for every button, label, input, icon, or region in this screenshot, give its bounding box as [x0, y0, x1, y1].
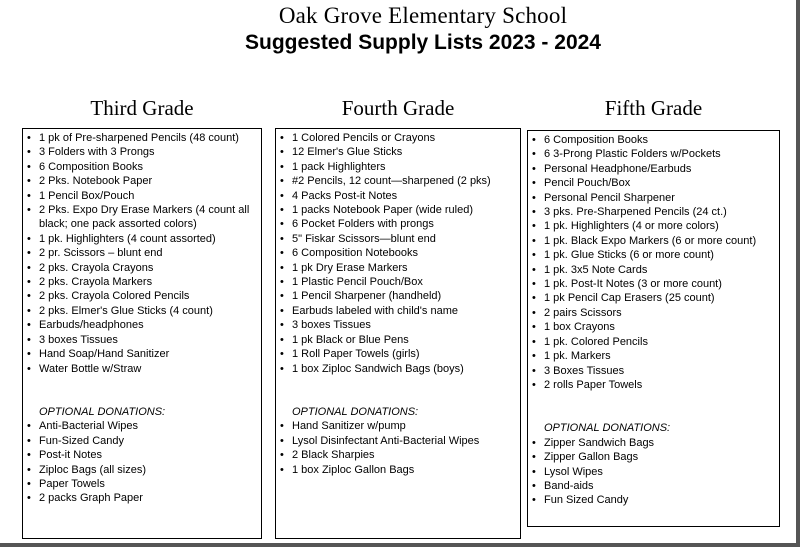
- list-item: • 2 pks. Crayola Colored Pencils: [23, 289, 261, 303]
- list-item: • Ziploc Bags (all sizes): [23, 463, 261, 477]
- fourth-grade-optional-label: OPTIONAL DONATIONS:: [292, 405, 419, 418]
- list-item: • Earbuds/headphones: [23, 318, 261, 332]
- list-item: • Lysol Disinfectant Anti-Bacterial Wipes: [276, 434, 520, 448]
- list-item: • 2 Pks. Notebook Paper: [23, 174, 261, 188]
- list-item: • 1 pk of Pre-sharpened Pencils (48 count): [23, 131, 261, 145]
- fifth-grade-title: Fifth Grade: [604, 96, 703, 120]
- third-grade-list-box: [22, 128, 262, 539]
- list-item: • 2 pks. Crayola Markers: [23, 275, 261, 289]
- list-item: • 2 Pks. Expo Dry Erase Markers (4 count all black; one pack assorted colors): [23, 203, 261, 232]
- list-item: • Lysol Wipes: [528, 465, 779, 479]
- list-item: • 1 box Crayons: [528, 320, 779, 334]
- list-item: • 1 packs Notebook Paper (wide ruled): [276, 203, 520, 217]
- list-item: • Fun-Sized Candy: [23, 434, 261, 448]
- list-item: • Fun Sized Candy: [528, 493, 779, 507]
- list-item: • 1 pk. Markers: [528, 349, 779, 363]
- list-item: • Personal Headphone/Earbuds: [528, 162, 779, 176]
- list-item: • 3 boxes Tissues: [276, 318, 520, 332]
- fourth-grade-title: Fourth Grade: [341, 96, 455, 120]
- list-item: • 1 box Ziploc Gallon Bags: [276, 463, 520, 477]
- list-item: • Pencil Pouch/Box: [528, 176, 779, 190]
- list-item: • Hand Sanitizer w/pump: [276, 419, 520, 433]
- list-item: • 1 pk. 3x5 Note Cards: [528, 263, 779, 277]
- list-item: • Paper Towels: [23, 477, 261, 491]
- list-item: • 1 pk. Colored Pencils: [528, 335, 779, 349]
- list-item: • 2 packs Graph Paper: [23, 491, 261, 505]
- list-item: • #2 Pencils, 12 count—sharpened (2 pks): [276, 174, 520, 188]
- list-item: • 1 pk Dry Erase Markers: [276, 261, 520, 275]
- list-item: • 6 Composition Notebooks: [276, 246, 520, 260]
- fifth-grade-optional-items: [528, 436, 779, 508]
- list-item: • 2 pr. Scissors – blunt end: [23, 246, 261, 260]
- list-item: • 12 Elmer's Glue Sticks: [276, 145, 520, 159]
- list-item: • 1 pk Black or Blue Pens: [276, 333, 520, 347]
- list-item: • 6 3-Prong Plastic Folders w/Pockets: [528, 147, 779, 161]
- list-item: • Zipper Sandwich Bags: [528, 436, 779, 450]
- list-item: • 1 pk Pencil Cap Erasers (25 count): [528, 291, 779, 305]
- fifth-grade-items: [528, 133, 779, 392]
- list-item: • 5" Fiskar Scissors—blunt end: [276, 232, 520, 246]
- list-item: • 3 Boxes Tissues: [528, 364, 779, 378]
- list-item: • 1 box Ziploc Sandwich Bags (boys): [276, 362, 520, 376]
- list-item: • Personal Pencil Sharpener: [528, 191, 779, 205]
- fifth-grade-list-box: [527, 130, 780, 527]
- list-item: • 2 pks. Crayola Crayons: [23, 261, 261, 275]
- list-item: • Post-it Notes: [23, 448, 261, 462]
- list-item: • 1 pack Highlighters: [276, 160, 520, 174]
- list-item: • 3 boxes Tissues: [23, 333, 261, 347]
- list-item: • Band-aids: [528, 479, 779, 493]
- third-grade-title: Third Grade: [90, 96, 194, 120]
- list-item: • Earbuds labeled with child's name: [276, 304, 520, 318]
- list-item: • 3 Folders with 3 Prongs: [23, 145, 261, 159]
- list-item: • 1 Pencil Sharpener (handheld): [276, 289, 520, 303]
- list-item: • 1 pk. Highlighters (4 or more colors): [528, 219, 779, 233]
- third-grade-optional-items: [23, 419, 261, 505]
- list-item: • Water Bottle w/Straw: [23, 362, 261, 376]
- list-item: • 6 Composition Books: [528, 133, 779, 147]
- fourth-grade-optional-items: [276, 419, 520, 477]
- third-grade-optional-label: OPTIONAL DONATIONS:: [39, 405, 166, 418]
- list-item: • 3 pks. Pre-Sharpened Pencils (24 ct.): [528, 205, 779, 219]
- list-item: • 1 Plastic Pencil Pouch/Box: [276, 275, 520, 289]
- list-item: • 1 Colored Pencils or Crayons: [276, 131, 520, 145]
- list-item: • 1 Pencil Box/Pouch: [23, 189, 261, 203]
- list-item: • 1 pk. Black Expo Markers (6 or more count): [528, 234, 779, 248]
- school-name: Oak Grove Elementary School: [278, 3, 568, 28]
- list-item: • 4 Packs Post-it Notes: [276, 189, 520, 203]
- fifth-grade-optional-label: OPTIONAL DONATIONS:: [544, 422, 671, 435]
- list-item: • 1 Roll Paper Towels (girls): [276, 347, 520, 361]
- third-grade-items: [23, 131, 261, 376]
- page-title: Suggested Supply Lists 2023 - 2024: [245, 31, 601, 54]
- list-item: • 2 pairs Scissors: [528, 306, 779, 320]
- list-item: • 2 Black Sharpies: [276, 448, 520, 462]
- fourth-grade-items: [276, 131, 520, 376]
- list-item: • Hand Soap/Hand Sanitizer: [23, 347, 261, 361]
- list-item: • Zipper Gallon Bags: [528, 450, 779, 464]
- list-item: • 2 rolls Paper Towels: [528, 378, 779, 392]
- list-item: • Anti-Bacterial Wipes: [23, 419, 261, 433]
- fourth-grade-list-box: [275, 128, 521, 539]
- list-item: • 2 pks. Elmer's Glue Sticks (4 count): [23, 304, 261, 318]
- list-item: • 1 pk. Highlighters (4 count assorted): [23, 232, 261, 246]
- list-item: • 1 pk. Glue Sticks (6 or more count): [528, 248, 779, 262]
- list-item: • 6 Pocket Folders with prongs: [276, 217, 520, 231]
- list-item: • 6 Composition Books: [23, 160, 261, 174]
- list-item: • 1 pk. Post-It Notes (3 or more count): [528, 277, 779, 291]
